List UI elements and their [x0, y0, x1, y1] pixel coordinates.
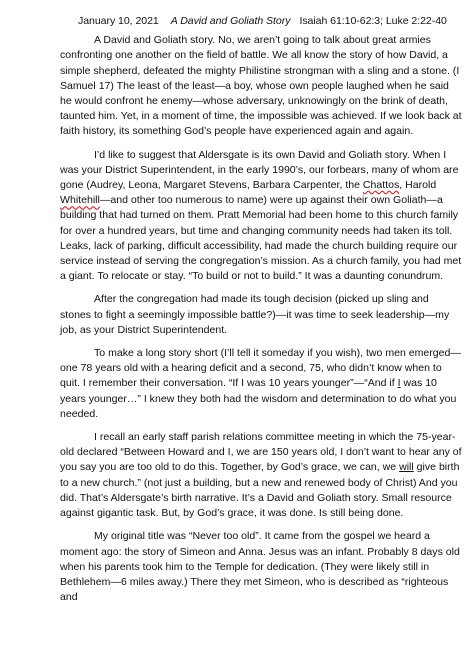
paragraph-text: A David and Goliath story. No, we aren’t going to talk about great armies confronting one another on the field of battle. We all know the story of how David, a simple shepherd, defeated the mighty Philistine strongman with a sling and a stone. (I Samuel 17) The least of the least—a boy, whose own people laughed when he said he would confront he enemy—whose adversary, unknowingly on the brink of death, taunted him. Yet, in a moment of time, the impossible was achieved. If we look back at faith history, its something God’s people have experienced again and again. — [60, 34, 462, 138]
paragraph-3 — [0, 292, 474, 338]
paragraph-text: I recall an early staff parish relations committee meeting in which the 75-year-old declared “Between Howard and I, we are 150 years old, I don’t want to hear any of you say you are too old to do this. Together, by God’s grace, we can, we — [60, 431, 462, 474]
paragraph-text: I’d like to suggest that Aldersgate is its own David and Goliath story. When I was your District Superintendent, in the early 1990’s, our forbears, many of whom are gone (Audrey, Leona, Margaret Stevens, Barbara Carpenter, the — [60, 148, 459, 192]
scripture-reference: Isaiah 61:10-62:3; Luke 2:22-40 — [299, 15, 447, 27]
paragraph-text: To make a long story short (I’ll tell it someday if you wish), two men emerged—one 78 years old with a hearing deficit and a second, 75, who didn’t know when to quit. I remember their conversation. “If I was 10 years younger”—“And if — [60, 347, 461, 390]
underlined-word: will — [399, 461, 414, 474]
paragraph-6 — [0, 529, 474, 605]
paragraph-2 — [0, 148, 474, 285]
spellcheck-flagged-word: Chattos — [362, 179, 400, 192]
spellcheck-flagged-word: Whitehill — [60, 194, 100, 207]
sermon-title: A David and Goliath Story — [170, 15, 291, 27]
paragraph-5 — [0, 430, 474, 521]
paragraph-text: My original title was “Never too old”. It came from the gospel we heard a moment ago: the story of Simeon and Anna. Jesus was an infant. Probably 8 days old when his parents took him to the Temple for dedication. (They were likely still in Bethlehem—6 miles away.) There they met Simeon, who is described as “righteous and — [60, 530, 460, 604]
paragraph-text: give birth to a new church.” (not just a building, but a new and renewed body of Christ) And you did. That’s Aldersgate’s birth narrative. It’s a David and Goliath story. Small resource against gigantic task. But, by God’s grace, it was done. Is still being done. — [60, 461, 460, 520]
paragraph-1 — [0, 33, 474, 139]
paragraph-text: , Harold — [399, 179, 437, 192]
paragraph-text: —and other too numerous to name) were up against their own Goliath—a building that had turned on them. Pratt Memorial had been home to this church family for over a hundred years, but time and changing community needs had taken its toll. Leaks, lack of parking, difficult accessibility, had made the church building require our service instead of serving the congregation’s mission. As a church family, you had met a giant. To relocate or stay. “To build or not to build.” It was a daunting conundrum. — [60, 194, 462, 283]
underlined-word: I — [397, 377, 401, 390]
paragraph-4 — [0, 346, 474, 422]
paragraph-text: After the congregation had made its tough decision (picked up sling and stones to fight a seemingly impossible battle?)—it was time to seek leadership—my job, as your District Superintendent. — [60, 293, 450, 336]
sermon-date: January 10, 2021 — [78, 15, 159, 27]
paragraph-text: was 10 years younger…” I knew they both had the wisdom and determination to do what you needed. — [60, 377, 457, 420]
sermon-header — [0, 14, 474, 29]
